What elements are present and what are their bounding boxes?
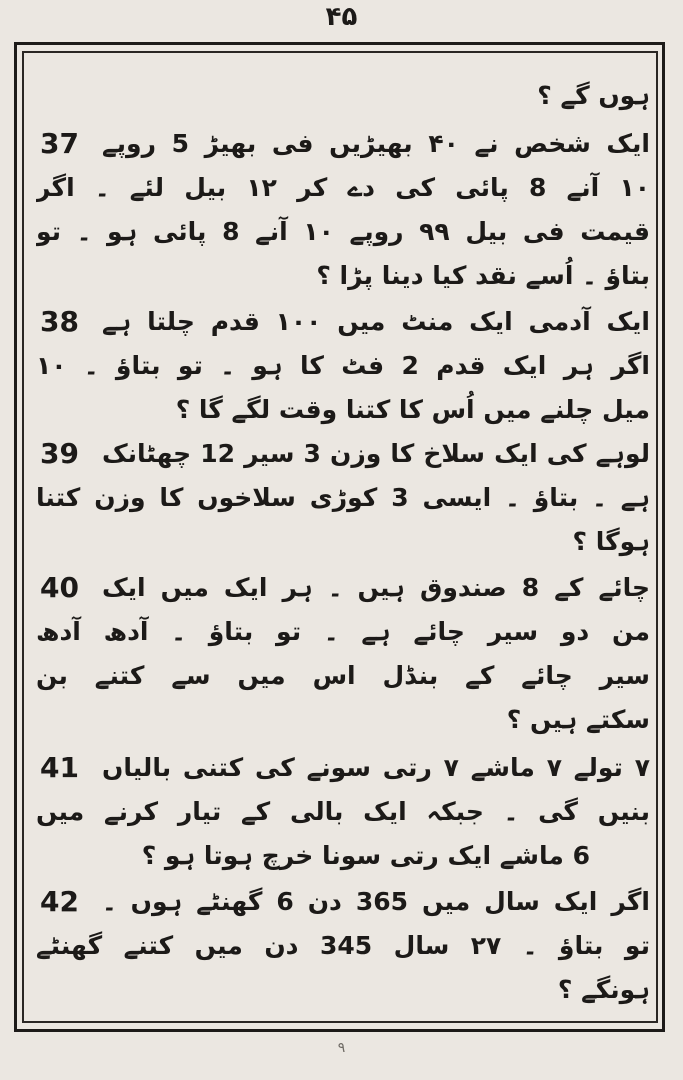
- question-number-38: 38: [40, 305, 79, 338]
- text-line: قیمت فی بیل ۹۹ روپے ۱۰ آنے 8 پائی ہو ۔ تو: [36, 217, 650, 246]
- question-number-42: 42: [40, 885, 79, 918]
- text-line: میل چلنے میں اُس کا کتنا وقت لگے گا ؟: [175, 395, 650, 424]
- text-line: بنیں گی ۔ جبکہ ایک بالی کے تیار کرنے میں: [36, 797, 650, 826]
- text-line: ہونگے ؟: [557, 975, 650, 1004]
- question-number-41: 41: [40, 751, 79, 784]
- question-number-37: 37: [40, 127, 79, 160]
- question-number-40: 40: [40, 571, 79, 604]
- text-line: اگر ہر ایک قدم 2 فٹ کا ہو ۔ تو بتاؤ ۔ ۱۰: [36, 351, 650, 380]
- text-line: من دو سیر چائے ہے ۔ تو بتاؤ ۔ آدھ آدھ: [36, 617, 650, 646]
- text-line: ایک آدمی ایک منٹ میں ۱۰۰ قدم چلتا ہے: [102, 307, 650, 336]
- footer-mark: ۹: [337, 1040, 346, 1056]
- text-line: ہوگا ؟: [572, 527, 650, 556]
- text-line: ہے ۔ بتاؤ ۔ ایسی 3 کوڑی سلاخوں کا وزن کتنا: [36, 483, 650, 512]
- text-line: ہوں گے ؟: [537, 81, 650, 110]
- text-line: ایک شخص نے ۴۰ بھیڑیں فی بھیڑ 5 روپے: [102, 129, 650, 158]
- text-line: چائے کے 8 صندوق ہیں ۔ ہر ایک میں ایک: [102, 573, 650, 602]
- text-body: [36, 76, 650, 1016]
- text-line: اگر ایک سال میں 365 دن 6 گھنٹے ہوں ۔: [102, 887, 650, 916]
- question-number-39: 39: [40, 437, 79, 470]
- text-line: بتاؤ ۔ اُسے نقد کیا دینا پڑا ؟: [316, 261, 650, 290]
- text-line: تو بتاؤ ۔ ۲۷ سال 345 دن میں کتنے گھنٹے: [36, 931, 650, 960]
- text-line: لوہے کی ایک سلاخ کا وزن 3 سیر 12 چھٹانک: [102, 439, 650, 468]
- text-line: ۷ تولے ۷ ماشے ۷ رتی سونے کی کتنی بالیاں: [102, 753, 650, 782]
- text-line: سیر چائے کے بنڈل اس میں سے کتنے بن: [36, 661, 650, 690]
- page-number: ۴۵: [325, 2, 358, 32]
- text-line: ۱۰ آنے 8 پائی کی دے کر ۱۲ بیل لئے ۔ اگر: [36, 173, 650, 202]
- text-line: 6 ماشے ایک رتی سونا خرچ ہوتا ہو ؟: [141, 841, 590, 870]
- text-line: سکتے ہیں ؟: [506, 705, 650, 734]
